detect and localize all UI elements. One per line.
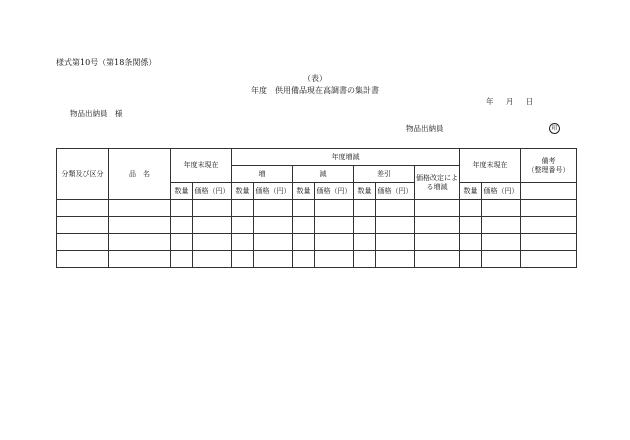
table-cell — [354, 234, 376, 251]
remarks-sublabel: （整理番号） — [527, 165, 570, 174]
table-cell — [521, 251, 577, 268]
table-cell — [354, 200, 376, 217]
date-line — [486, 98, 533, 106]
table-cell — [254, 234, 293, 251]
net-header: 差引 — [354, 166, 415, 183]
table-cell — [376, 200, 415, 217]
table-cell — [460, 251, 482, 268]
table-cell — [109, 234, 171, 251]
price-header: 価格（円） — [254, 183, 293, 200]
table-cell — [354, 251, 376, 268]
table-cell — [57, 234, 109, 251]
table-cell — [293, 251, 315, 268]
qty-header: 数量 — [171, 183, 193, 200]
table-cell — [109, 200, 171, 217]
table-row — [57, 217, 577, 234]
table-row — [57, 234, 577, 251]
end-of-year-right-header: 年度末現在 — [460, 149, 521, 183]
table-cell — [315, 217, 354, 234]
price-header: 価格（円） — [482, 183, 521, 200]
table-cell — [521, 200, 577, 217]
item-name-header: 品 名 — [109, 149, 171, 200]
signer-label: 物品出納員 — [406, 124, 444, 133]
table-cell — [482, 251, 521, 268]
table-cell — [171, 200, 193, 217]
table-cell — [232, 234, 254, 251]
table-cell — [415, 200, 460, 217]
table-row — [57, 251, 577, 268]
date-day: 日 — [525, 97, 534, 106]
table-cell — [109, 217, 171, 234]
table-cell — [415, 217, 460, 234]
annual-change-header: 年度増減 — [232, 149, 460, 166]
table-cell — [57, 200, 109, 217]
table-cell — [293, 200, 315, 217]
table-cell — [254, 251, 293, 268]
table-cell — [232, 217, 254, 234]
table-cell — [57, 251, 109, 268]
price-header: 価格（円） — [376, 183, 415, 200]
remarks-label: 備考 — [541, 157, 556, 166]
table-cell — [254, 217, 293, 234]
table-cell — [293, 217, 315, 234]
table-cell — [232, 251, 254, 268]
seal-mark: 印 — [549, 123, 560, 134]
table-cell — [376, 251, 415, 268]
end-of-year-left-header: 年度末現在 — [171, 149, 232, 183]
sheet-label: （表） — [303, 74, 327, 83]
table-cell — [315, 234, 354, 251]
table-cell — [171, 234, 193, 251]
addressee: 物品出納員 様 — [70, 109, 123, 118]
table-cell — [415, 251, 460, 268]
table-cell — [193, 251, 232, 268]
table-cell — [482, 217, 521, 234]
date-month: 月 — [505, 97, 514, 106]
table-cell — [354, 217, 376, 234]
table-cell — [254, 200, 293, 217]
table-cell — [482, 234, 521, 251]
table-row — [57, 200, 577, 217]
document-title: 年度 供用備品現在高調書の集計書 — [251, 86, 379, 95]
form-number: 様式第10号（第18条関係） — [56, 58, 157, 67]
table-cell — [193, 217, 232, 234]
price-header: 価格（円） — [193, 183, 232, 200]
classification-header: 分類及び区分 — [57, 149, 109, 200]
price-revision-header: 価格改定による増減 — [415, 166, 460, 200]
table-cell — [171, 251, 193, 268]
table-cell — [57, 217, 109, 234]
table-cell — [315, 251, 354, 268]
table-cell — [293, 234, 315, 251]
table-cell — [193, 234, 232, 251]
table-cell — [482, 200, 521, 217]
table-cell — [521, 217, 577, 234]
table-cell — [109, 251, 171, 268]
price-header: 価格（円） — [315, 183, 354, 200]
table-cell — [376, 217, 415, 234]
table-cell — [193, 200, 232, 217]
increase-header: 増 — [232, 166, 293, 183]
remarks-header — [521, 149, 577, 183]
qty-header: 数量 — [460, 183, 482, 200]
table-cell — [460, 200, 482, 217]
remarks-empty-cell — [521, 183, 577, 200]
table-cell — [460, 217, 482, 234]
date-year: 年 — [486, 97, 494, 106]
table-cell — [521, 234, 577, 251]
qty-header: 数量 — [293, 183, 315, 200]
table-cell — [232, 200, 254, 217]
qty-header: 数量 — [354, 183, 376, 200]
table-cell — [315, 200, 354, 217]
table-cell — [460, 234, 482, 251]
table-cell — [171, 217, 193, 234]
table-cell — [376, 234, 415, 251]
header-row-1 — [57, 149, 577, 166]
table-cell — [415, 234, 460, 251]
decrease-header: 減 — [293, 166, 354, 183]
summary-table — [56, 148, 577, 268]
qty-header: 数量 — [232, 183, 254, 200]
